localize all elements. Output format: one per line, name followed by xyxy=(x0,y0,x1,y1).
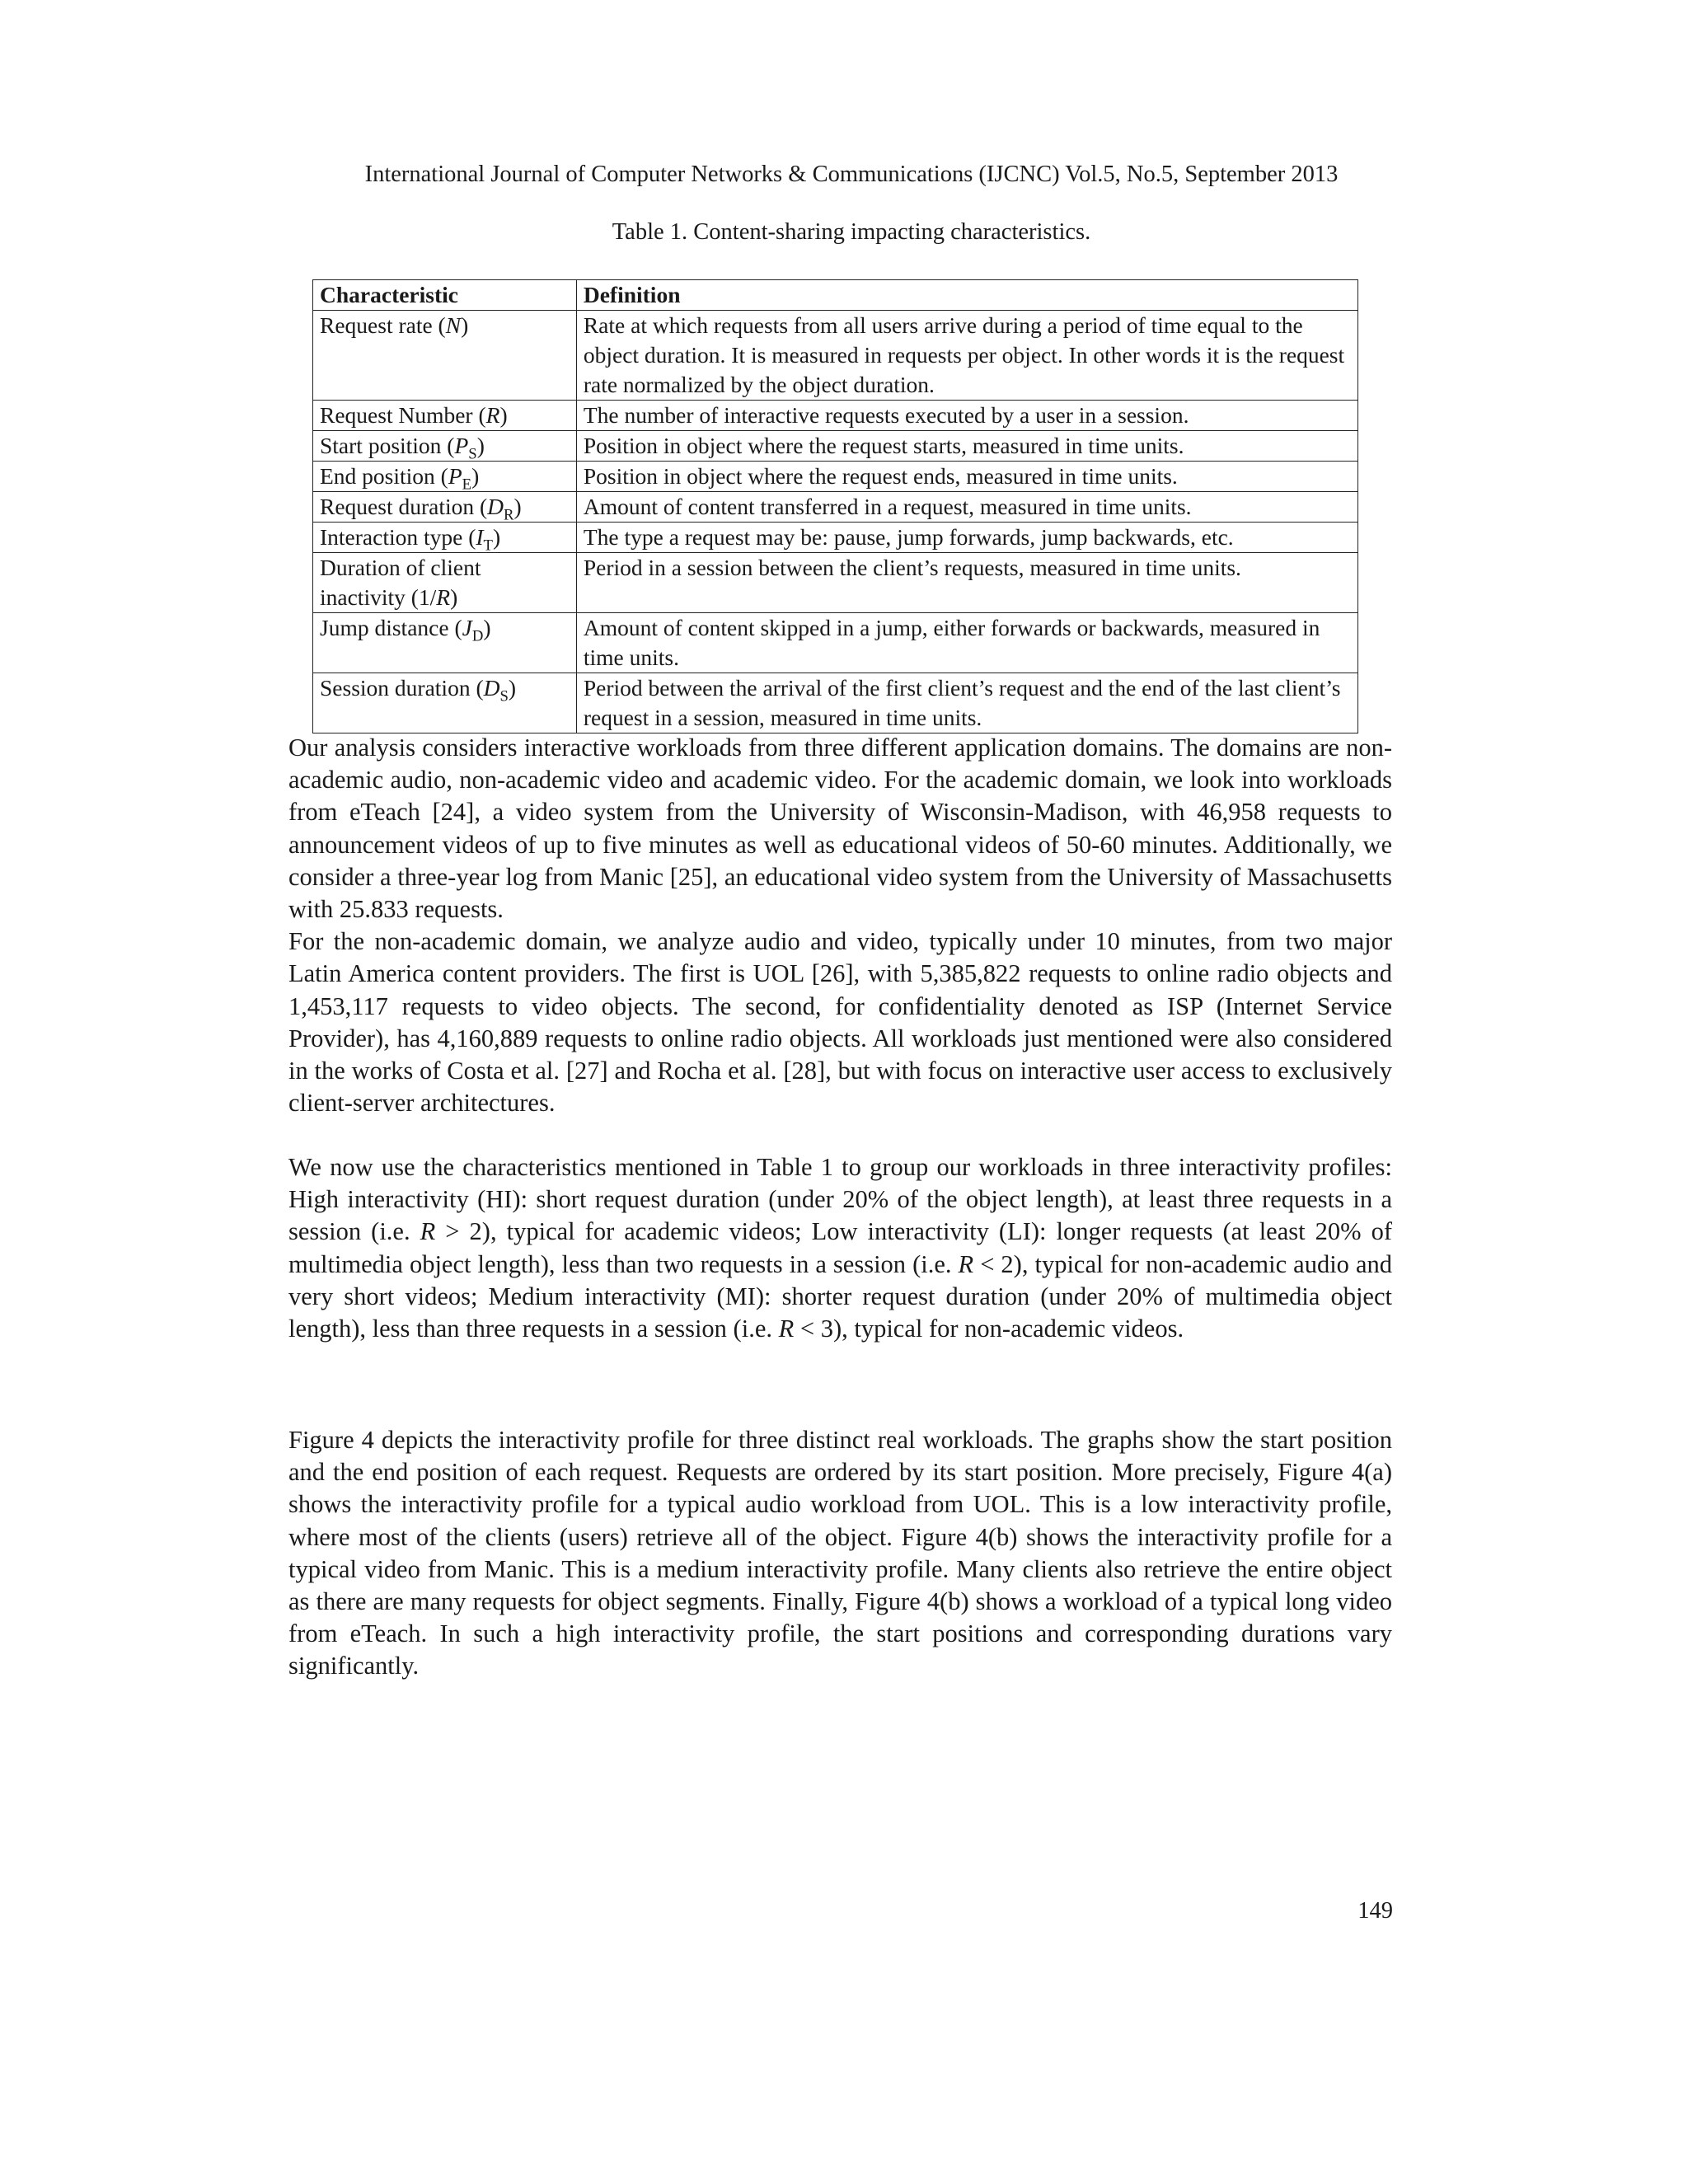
table-row xyxy=(313,553,1358,613)
definition-cell: Period in a session between the client’s requests, measured in time units. xyxy=(576,553,1357,613)
figure-description-section xyxy=(288,1424,1392,1683)
characteristic-cell: Request rate (N) xyxy=(313,311,577,401)
definition-cell: Position in object where the request starts, measured in time units. xyxy=(576,431,1357,462)
definition-cell: Rate at which requests from all users arrive during a period of time equal to the object duration. It is measured in requests per object. In other words it is the request rate normalized by the object duration. xyxy=(576,311,1357,401)
characteristic-cell: Duration of client inactivity (1/R) xyxy=(313,553,577,613)
characteristic-cell: Interaction type $(I_T)$ xyxy=(313,523,577,553)
characteristic-cell: Jump distance $(J_D)$ xyxy=(313,613,577,673)
page-number: 149 xyxy=(1357,1898,1393,1924)
table-row xyxy=(313,462,1358,492)
characteristic-cell: Request duration $(D_R)$ xyxy=(313,492,577,523)
column-header-definition: Definition xyxy=(576,280,1357,311)
table-row xyxy=(313,311,1358,401)
definition-cell: Amount of content skipped in a jump, either forwards or backwards, measured in time units. xyxy=(576,613,1357,673)
characteristics-table xyxy=(312,279,1358,733)
column-header-characteristic: Characteristic xyxy=(313,280,577,311)
definition-cell: Amount of content transferred in a request, measured in time units. xyxy=(576,492,1357,523)
paragraph-nonacademic-domain: For the non-academic domain, we analyze audio and video, typically under 10 minutes, from two major Latin America content providers. The first is UOL [26], with 5,385,822 requests to online radio objects and 1,453,117 requests to video objects. The second, for confidentiality denoted as ISP (Internet Service Provider), has 4,160,889 requests to online radio objects. All workloads just mentioned were also considered in the works of Costa et al. [27] and Rocha et al. [28], but with focus on interactive user access to exclusively client-server architectures. xyxy=(288,927,1392,1118)
paragraph-interactivity-profiles: We now use the characteristics mentioned in Table 1 to group our workloads in three interactivity profiles: High interactivity (HI): short request duration (under 20% of the object length), at least three requests in a session (i.e. R > 2), typical for academic videos; Low interactivity (LI): longer requests (at least 20% of multimedia object length), less than two requests in a session (i.e. R < 2), typical for non-academic audio and very short videos; Medium interactivity (MI): shorter request duration (under 20% of multimedia object length), less than three requests in a session (i.e. R < 3), typical for non-academic videos. xyxy=(288,1153,1392,1343)
table-row xyxy=(313,492,1358,523)
characteristic-cell: End position $(P_E)$ xyxy=(313,462,577,492)
definition-cell: Period between the arrival of the first client’s request and the end of the last client’s request in a session, measured in time units. xyxy=(576,673,1357,733)
table-row xyxy=(313,613,1358,673)
definition-cell: Position in object where the request ends, measured in time units. xyxy=(576,462,1357,492)
paragraph-figure-4: Figure 4 depicts the interactivity profile for three distinct real workloads. The graphs show the start position and the end position of each request. Requests are ordered by its start position. More precisely, Figure 4(a) shows the interactivity profile for a typical audio workload from UOL. This is a low interactivity profile, where most of the clients (users) retrieve all of the object. Figure 4(b) shows the interactivity profile for a typical video from Manic. This is a medium interactivity profile. Many clients also retrieve the entire object as there are many requests for object segments. Finally, Figure 4(b) shows a workload of a typical long video from eTeach. In such a high interactivity profile, the start positions and corresponding durations vary significantly. xyxy=(288,1426,1392,1680)
table-row xyxy=(313,401,1358,431)
journal-header: International Journal of Computer Networks & Communications (IJCNC) Vol.5, No.5, September 2013 xyxy=(364,162,1339,187)
paragraph-academic-domain: Our analysis considers interactive workloads from three different application domains. The domains are non-academic audio, non-academic video and academic video. For the academic domain, we look into workloads from eTeach [24], a video system from the University of Wisconsin-Madison, with 46,958 requests to announcement videos of up to five minutes as well as educational videos of 50-60 minutes. Additionally, we consider a three-year log from Manic [25], an educational video system from the University of Massachusetts with 25.833 requests. xyxy=(288,733,1392,924)
table-row xyxy=(313,431,1358,462)
table-row xyxy=(313,673,1358,733)
table-row xyxy=(313,523,1358,553)
characteristic-cell: Session duration $(D_S)$ xyxy=(313,673,577,733)
characteristic-cell: Request Number (R) xyxy=(313,401,577,431)
table-header-row xyxy=(313,280,1358,311)
table-caption: Table 1. Content-sharing impacting characteristics. xyxy=(612,219,1091,245)
definition-cell: The number of interactive requests executed by a user in a session. xyxy=(576,401,1357,431)
interactivity-profiles-section xyxy=(288,1151,1392,1345)
workloads-section xyxy=(288,732,1392,1119)
definition-cell: The type a request may be: pause, jump forwards, jump backwards, etc. xyxy=(576,523,1357,553)
characteristic-cell: Start position $(P_S)$ xyxy=(313,431,577,462)
